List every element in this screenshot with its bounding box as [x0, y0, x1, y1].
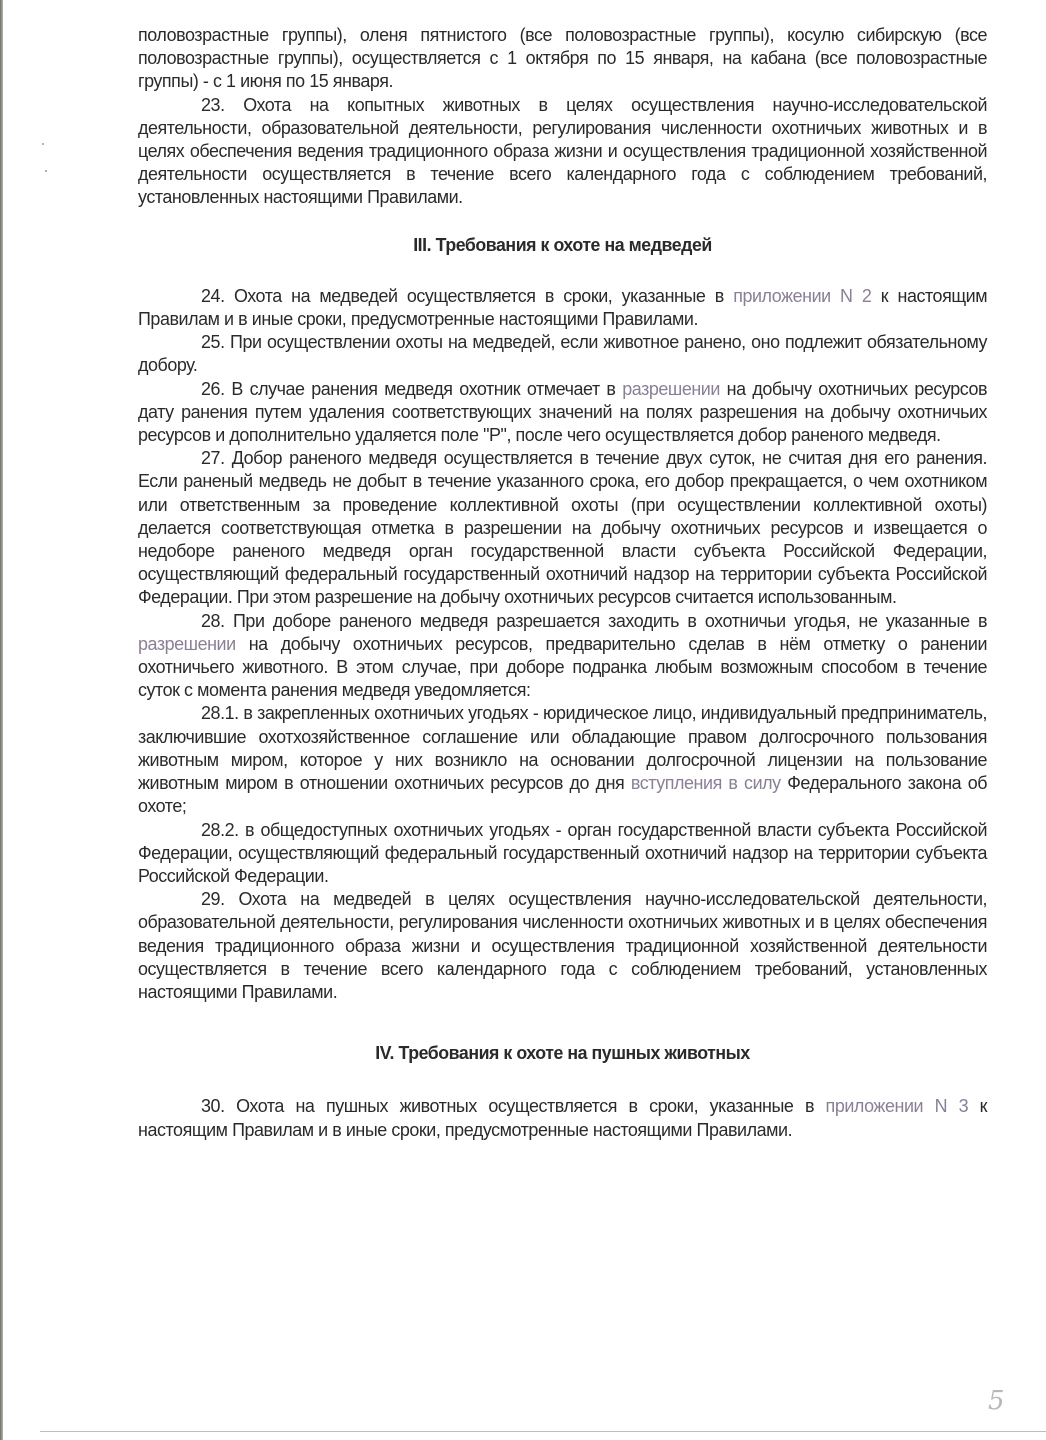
text-run: 26. В случае ранения медведя охотник отмечает в [201, 378, 623, 399]
paragraph [138, 1095, 987, 1141]
paragraph [138, 94, 987, 210]
text-run: к настоящим Правилам и в иные сроки, предусмотренные настоящими Правилами. [138, 285, 988, 330]
reference-link[interactable]: разрешении [622, 378, 720, 399]
paragraph [138, 610, 987, 703]
reference-link[interactable]: разрешении [138, 633, 236, 654]
text-run: 28.1. в закрепленных охотничьих угодьях - юридическое лицо, индивидуальный предприниматель, заключившие охотхозяйственное соглашение или обладающие правом долгосрочного пользования животным миром, которое у них возникло на основании долгосрочной лицензии на пользование животным миром в отношении охотничьих ресурсов до дня [138, 703, 988, 794]
reference-link[interactable]: приложении N 3 [825, 1096, 969, 1117]
text-run: 23. Охота на копытных животных в целях осуществления научно-исследовательской деятельности, образовательной деятельности, регулирования численности охотничьих животных и в целях обеспечения ведения традиционного образа жизни и осуществления традиционной хозяйственной деятельности осуществляется в течение всего календарного года с соблюдением требований, установленных настоящими Правилами. [138, 94, 988, 208]
paragraph [138, 24, 987, 94]
section-heading [138, 234, 987, 257]
text-run: на добычу охотничьих ресурсов, предварительно сделав в нём отметку о ранении охотничьего животного. В этом случае, при доборе подранка любым возможным способом в течение суток с момента ранения медведя уведомляется: [138, 633, 988, 701]
scan-speck [45, 170, 47, 172]
text-run: Федерального закона об охоте; [138, 773, 988, 817]
paragraph [138, 888, 987, 1004]
text-run: 28.2. в общедоступных охотничьих угодьях - орган государственной власти субъекта Российской Федерации, осуществляющий федеральный государственный охотничий надзор на территории субъекта Российской Федерации. [138, 819, 988, 886]
scan-left-edge [0, 0, 3, 1440]
text-run: 24. Охота на медведей осуществляется в сроки, указанные в [201, 285, 734, 306]
paragraph [138, 447, 987, 609]
paragraph [138, 702, 987, 818]
text-run: половозрастные группы), оленя пятнистого (все половозрастные группы), косулю сибирскую (все половозрастные группы), осуществляется с 1 октября по 15 января, на кабана (все половозрастные группы) - с 1 июня по 15 января. [138, 25, 988, 92]
page-number: 5 [988, 1386, 1005, 1416]
text-run: 28. При доборе раненого медведя разрешается заходить в охотничьи угодья, не указанные в [201, 610, 988, 631]
reference-link[interactable]: приложении N 2 [733, 285, 872, 306]
document-page [138, 24, 987, 1142]
paragraph [138, 285, 987, 331]
reference-link[interactable]: вступления в силу [630, 773, 781, 794]
text-run: III. Требования к охоте на медведей [413, 234, 712, 255]
text-run: IV. Требования к охоте на пушных животных [375, 1043, 750, 1064]
bottom-rule [40, 1431, 1046, 1432]
paragraph [138, 331, 987, 377]
text-run: 30. Охота на пушных животных осуществляется в сроки, указанные в [201, 1096, 826, 1117]
text-run: 29. Охота на медведей в целях осуществления научно-исследовательской деятельности, образовательной деятельности, регулирования численности охотничьих животных и в целях обеспечения ведения традиционного образа жизни и осуществления традиционной хозяйственной деятельности осуществляется в течение всего календарного года с соблюдением требований, установленных настоящими Правилами. [138, 889, 988, 1002]
text-run: на добычу охотничьих ресурсов дату ранения путем удаления соответствующих значений на полях разрешения на добычу охотничьих ресурсов и дополнительно удаляется поле "Р", после чего осуществляется добор раненого медведя. [138, 378, 988, 446]
scan-speck [42, 143, 44, 145]
section-heading [138, 1042, 987, 1065]
paragraph [138, 819, 987, 889]
text-run: к настоящим Правилам и в иные сроки, предусмотренные настоящими Правилами. [138, 1096, 988, 1140]
text-run: 25. При осуществлении охоты на медведей, если животное ранено, оно подлежит обязательному добору. [138, 332, 988, 376]
paragraph [138, 378, 987, 448]
text-run: 27. Добор раненого медведя осуществляется в течение двух суток, не считая дня его ранения. Если раненый медведь не добыт в течение указанного срока, его добор прекращается, о чем охотником или ответственным за проведение коллективной охоты (при осуществлении коллективной охоты) делается соответствующая отметка в разрешении на добычу охотничьих ресурсов и извещается о недоборе раненого медведя орган государственной власти субъекта Российской Федерации, осуществляющий федеральный государственный охотничий надзор на территории субъекта Российской Федерации. При этом разрешение на добычу охотничьих ресурсов считается использованным. [138, 448, 988, 608]
